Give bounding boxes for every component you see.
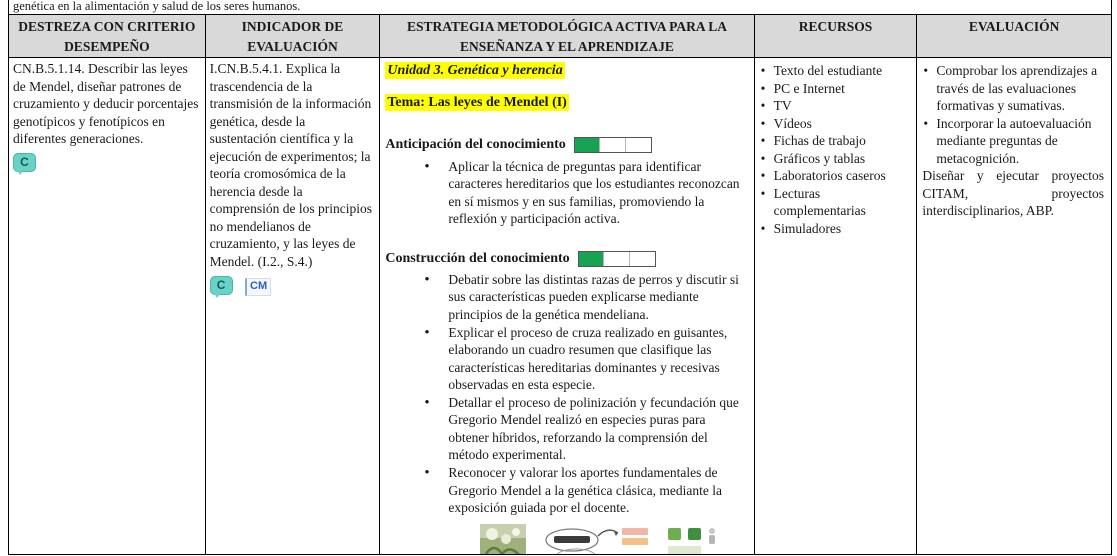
list-item: • Fichas de trabajo — [761, 132, 912, 150]
list-item: • Incorporar la autoevaluación mediante preguntas de metacognición. — [923, 115, 1106, 168]
table-body-row — [9, 58, 1111, 555]
seed-comparison-image — [666, 524, 722, 554]
list-item: • Debatir sobre las distintas razas de perros y discutir si sus características pueden explicarse mediante principios de la genética mendeliana. — [424, 271, 746, 324]
indicador-badges — [210, 273, 375, 296]
cell-destreza — [9, 58, 206, 554]
unit-title: Unidad 3. Genética y herencia — [387, 63, 563, 78]
list-item: • PC e Internet — [761, 80, 912, 98]
intro-text: genética en la alimentación y salud de los seres humanos. — [9, 0, 1111, 15]
progress-bar-icon — [574, 137, 652, 153]
evaluacion-extra-text: Diseñar y ejecutar proyectos CITAM, proyectos interdisciplinarios, ABP. — [922, 168, 1104, 219]
section-title-anticipacion: Anticipación del conocimiento — [385, 136, 748, 154]
list-item: • TV — [761, 97, 912, 115]
destreza-badges — [13, 150, 200, 172]
list-item: • Vídeos — [761, 115, 912, 133]
recursos-list — [759, 62, 912, 237]
cell-indicador — [206, 58, 381, 554]
illustration-strip — [480, 524, 748, 554]
evaluacion-list — [921, 62, 1106, 167]
pollination-diagram-image — [542, 524, 650, 554]
list-item: • Lecturas complementarias — [761, 185, 912, 220]
list-item: • Explicar el proceso de cruza realizado en guisantes, elaborando un cuadro resumen que clasifique las características hereditarias dominantes y recesivas observadas en esta especie. — [424, 324, 746, 394]
header-estrategia: ESTRATEGIA METODOLÓGICA ACTIVA PARA LA ENSEÑANZA Y EL APRENDIZAJE — [380, 15, 754, 57]
indicador-text: I.CN.B.5.4.1. Explica la trascendencia de la transmisión de la información genética, desde la sustentación científica y la ejecución de experimentos; la teoría cromosómica de la herencia desde la comprensión de los principios no mendelianos de cruzamiento, y las leyes de Mendel. (I.2., S.4.) — [209, 61, 372, 270]
header-evaluacion: EVALUACIÓN — [968, 19, 1060, 34]
list-item: • Texto del estudiante — [761, 62, 912, 80]
cell-estrategia — [380, 58, 754, 554]
list-item: • Detallar el proceso de polinización y fecundación que Gregorio Mendel realizó en especies puras para obtener híbridos, reforzando la comprensión del método experimental. — [424, 394, 746, 464]
anticipacion-bullet-list — [384, 158, 748, 228]
pea-plant-photo-image — [480, 524, 526, 554]
topic-title: Tema: Las leyes de Mendel (I) — [387, 95, 567, 111]
section-title-construccion: Construcción del conocimiento — [385, 250, 748, 268]
planning-table — [8, 0, 1112, 555]
header-recursos: RECURSOS — [755, 15, 918, 57]
header-indicador: INDICADOR DE EVALUACIÓN — [206, 15, 381, 57]
cell-recursos — [755, 58, 918, 554]
list-item: • Reconocer y valorar los aportes fundamentales de Gregorio Mendel a la genética clásica, mediante la exposición guiada por el docente. — [424, 464, 746, 517]
c-curriculum-badge-icon: C — [210, 276, 233, 295]
list-item: • Laboratorios caseros — [761, 167, 912, 185]
c-curriculum-badge-icon: C — [13, 153, 36, 172]
progress-bar-icon — [578, 251, 656, 267]
destreza-text: CN.B.5.1.14. Describir las leyes de Mendel, diseñar patrones de cruzamiento y deducir porcentajes genotípicos y fenotípicos en diferentes generaciones. — [13, 61, 199, 147]
list-item: • Aplicar la técnica de preguntas para identificar caracteres hereditarios que los estudiantes reconozcan en sí mismos y en sus familias, promoviendo la reflexión y participación activa. — [424, 158, 746, 228]
cm-badge-icon: CM — [245, 278, 271, 296]
construccion-bullet-list — [384, 271, 748, 517]
list-item: • Comprobar los aprendizajes a través de las evaluaciones formativas y sumativas. — [923, 62, 1106, 115]
table-header-row — [9, 15, 1111, 58]
header-destreza: DESTREZA CON CRITERIO DESEMPEÑO — [9, 15, 206, 57]
cell-evaluacion — [917, 58, 1111, 554]
list-item: • Simuladores — [761, 220, 912, 238]
list-item: • Gráficos y tablas — [761, 150, 912, 168]
